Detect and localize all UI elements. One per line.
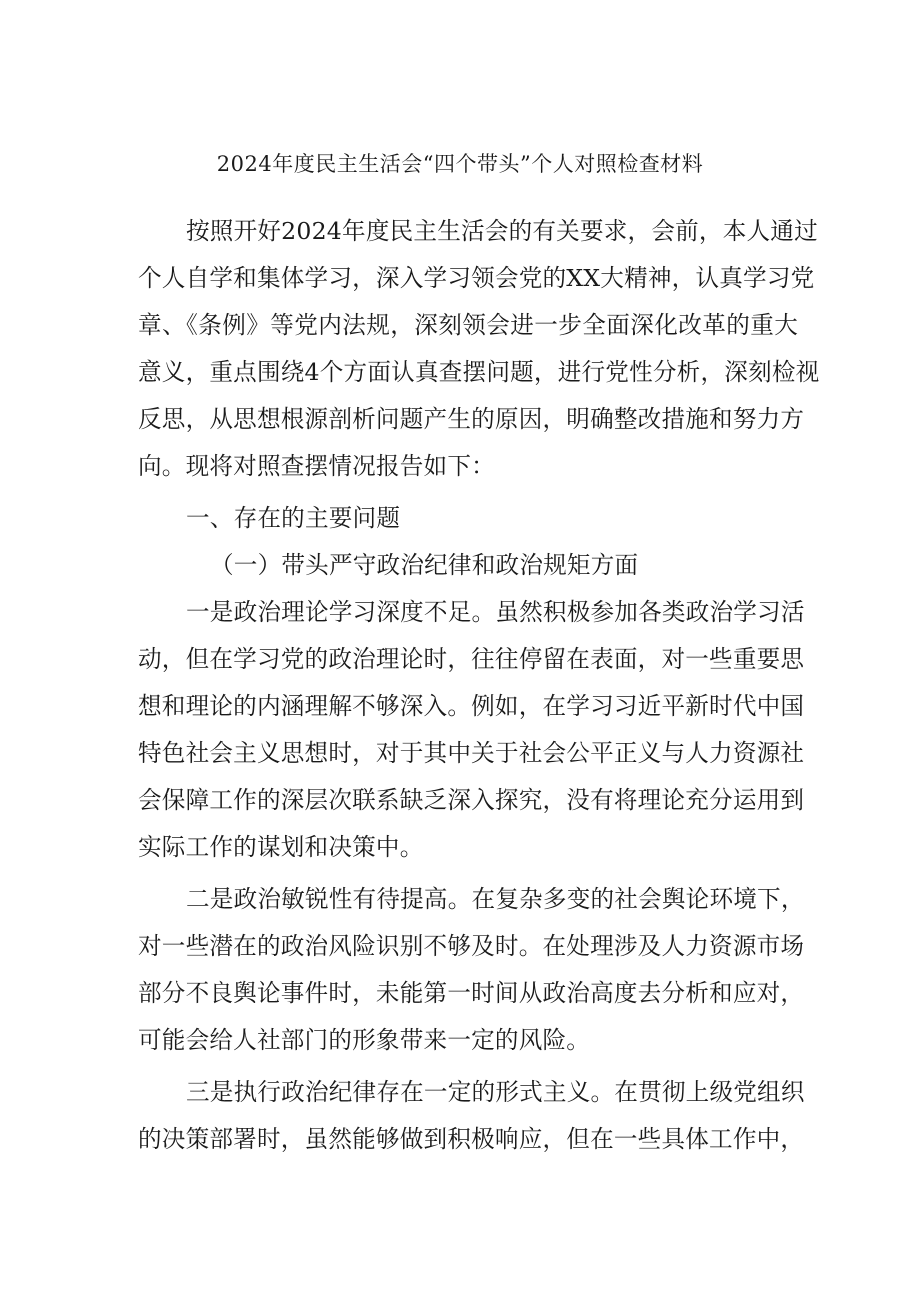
paragraph-line: 一是政治理论学习深度不足。虽然积极参加各类政治学习活 [186, 598, 805, 626]
paragraph-line: 实际工作的谋划和决策中。 [138, 833, 424, 861]
paragraph-line: 章、《条例》等党内法规，深刻领会进一步全面深化改革的重大 [138, 311, 798, 339]
paragraph-line: 按照开好2024年度民主生活会的有关要求，会前，本人通过 [186, 217, 818, 245]
paragraph-line: 特色社会主义思想时，对于其中关于社会公平正义与人力资源社 [138, 739, 805, 767]
section-heading: 一、存在的主要问题 [186, 504, 401, 532]
paragraph-line: 部分不良舆论事件时，未能第一时间从政治高度去分析和应对， [138, 979, 805, 1007]
paragraph-line: 动，但在学习党的政治理论时，往往停留在表面，对一些重要思 [138, 645, 805, 673]
subsection-heading: （一）带头严守政治纪律和政治规矩方面 [210, 551, 639, 579]
paragraph-line: 想和理论的内涵理解不够深入。例如，在学习习近平新时代中国 [138, 692, 805, 720]
paragraph-line: 对一些潜在的政治风险识别不够及时。在处理涉及人力资源市场 [138, 932, 805, 960]
paragraph-line: 三是执行政治纪律存在一定的形式主义。在贯彻上级党组织 [186, 1078, 805, 1106]
paragraph-line: 个人自学和集体学习，深入学习领会党的XX大精神，认真学习党 [138, 264, 815, 292]
paragraph-line: 的决策部署时，虽然能够做到积极响应，但在一些具体工作中， [138, 1125, 805, 1153]
paragraph-line: 向。现将对照查摆情况报告如下： [138, 452, 495, 480]
paragraph-line: 可能会给人社部门的形象带来一定的风险。 [138, 1026, 591, 1054]
paragraph-line: 二是政治敏锐性有待提高。在复杂多变的社会舆论环境下， [186, 885, 805, 913]
paragraph-line: 意义，重点围绕4个方面认真查摆问题，进行党性分析，深刻检视 [138, 358, 820, 386]
document-title: 2024年度民主生活会“四个带头”个人对照检查材料 [216, 152, 704, 176]
paragraph-line: 反思，从思想根源剖析问题产生的原因，明确整改措施和努力方 [138, 405, 805, 433]
paragraph-line: 会保障工作的深层次联系缺乏深入探究，没有将理论充分运用到 [138, 786, 805, 814]
